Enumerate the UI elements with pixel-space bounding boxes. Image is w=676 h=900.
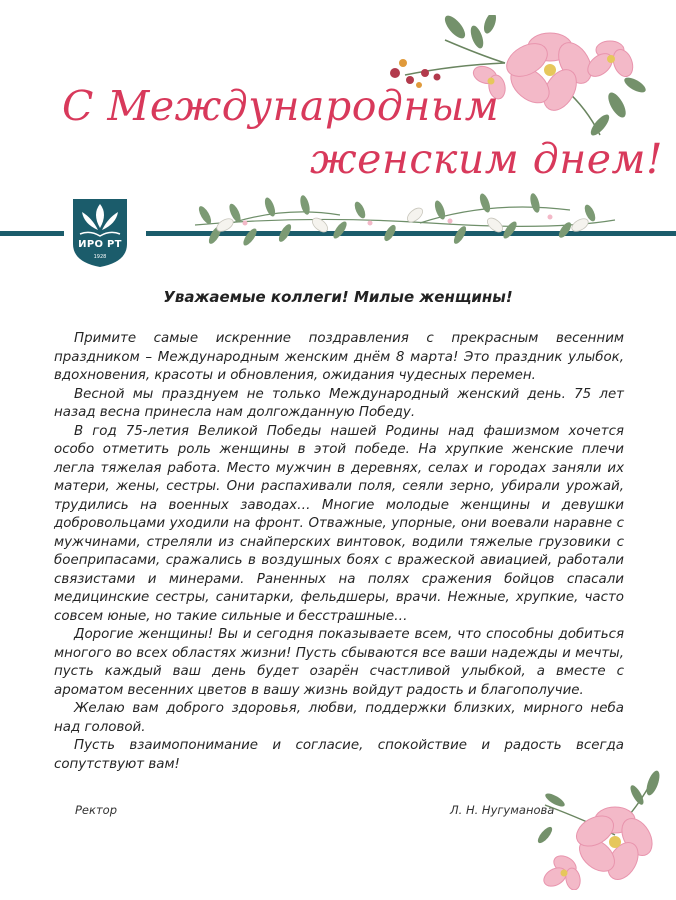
letter-paragraph: Примите самые искренние поздравления с прекрасным весенним праздником – Международным женским днём 8 марта! Это праздник улыбок, вдохновения, красоты и обновления, ожидания чудесных перемен. — [54, 331, 624, 383]
letter-greeting: Уважаемые коллеги! Милые женщины! — [163, 288, 513, 306]
signature-name: Л. Н. Нугуманова — [450, 803, 555, 817]
logo-year: 1928 — [93, 254, 107, 260]
flower-bouquet-bottom-icon — [525, 765, 670, 890]
letter-paragraph: В год 75-летия Великой Победы нашей Родины над фашизмом хочется особо отметить роль женщины в этой победе. На хрупкие женские плечи легла тяжелая работа. Место мужчин в деревнях, селах и городах заняли их матери, жены, сестры. Они распахивали поля, сеяли зерно, убирали урожай, трудились на военных заводах… Многие молодые женщины и девушки добровольцами уходили на фронт. Отважные, упорные, они воевали наравне с мужчинами, стреляли из снайперских винтовок, водили тяжелые грузовики с боеприпасами, сражались в воздушных боях с вражеской авиацией, работали связистами и минерами. Раненных на полях сражения бойцов спасали медицинские сестры, санитарки, фельдшеры, врачи. Нежные, хрупкие, часто совсем юные, но такие сильные и бесстрашные… — [54, 423, 624, 624]
letter-body — [54, 330, 624, 774]
letter-paragraph: Весной мы празднуем не только Международный женский день. 75 лет назад весна принесла нам долгожданную Победу. — [54, 386, 624, 420]
logo-abbreviation: ИРО РТ — [78, 239, 122, 250]
signature-position: Ректор — [75, 803, 117, 817]
page-title-line1: С Международным — [62, 82, 500, 130]
letter-paragraph: Желаю вам доброго здоровья, любви, поддержки близких, мирного неба над головой. — [54, 701, 624, 735]
leaf-garland-icon — [190, 185, 620, 255]
divider-band-left — [0, 231, 64, 236]
institution-logo — [70, 196, 142, 268]
letter-paragraph: Дорогие женщины! Вы и сегодня показываете всем, что способны добиться многого во всех областях жизни! Пусть сбываются все ваши надежды и мечты, пусть каждый ваш день будет озарён счастливой улыбкой, а вместе с ароматом весенних цветов в вашу жизнь войдут радость и благополучие. — [54, 627, 624, 698]
page-title-line2: женским днем! — [310, 135, 663, 183]
letter-paragraph: Пусть взаимопонимание и согласие, спокойствие и радость всегда сопутствуют вам! — [54, 738, 624, 772]
